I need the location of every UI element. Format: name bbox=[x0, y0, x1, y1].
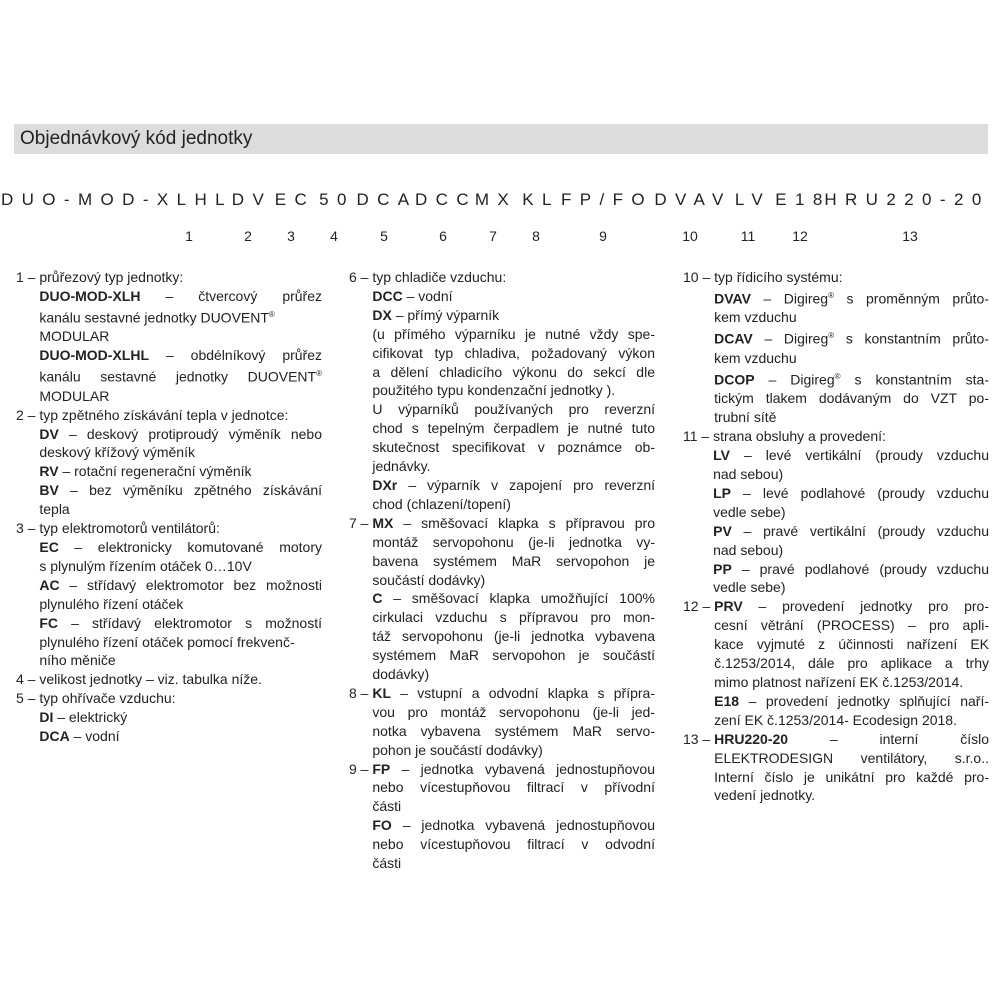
segment-number: 8 bbox=[532, 228, 540, 244]
segment-number: 13 bbox=[902, 228, 918, 244]
legend-item-1: 1 – průřezový typ jednotky: DUO-MOD-XLH – čtvercový průřez kanálu sestavné jednotky DUOVENT® MODULAR DUO-MOD-XLHL – obdélníkový průřez kanálu sestavné jednotky DUOVENT® MODULAR bbox=[16, 269, 322, 404]
code-segment: DCA bbox=[356, 190, 418, 209]
segment-number: 7 bbox=[489, 228, 497, 244]
code-segment: LV bbox=[734, 190, 772, 209]
segment-number: 2 bbox=[244, 228, 252, 244]
code-segment: DV bbox=[231, 190, 273, 209]
code-segment: HRU220-20 bbox=[824, 190, 990, 209]
legend-column-2 bbox=[349, 268, 655, 873]
section-header bbox=[14, 124, 988, 154]
code-segment: KL bbox=[522, 190, 560, 209]
segment-number: 4 bbox=[330, 228, 338, 244]
legend-item-2: 2 – typ zpětného získávání tepla v jednotce: DV – deskový protiproudý výměník nebo deskový křížový výměník RV – rotační regenerační výměník BV – bez výměníku zpětného získávání tepla bbox=[16, 406, 322, 518]
segment-number: 6 bbox=[439, 228, 447, 244]
legend-item-5: 5 – typ ohřívače vzduchu: DI – elektrický DCA – vodní bbox=[16, 690, 176, 745]
option: DV – deskový protiproudý výměník nebo deskový křížový výměník bbox=[39, 425, 322, 461]
legend-item-6: 6 – typ chladiče vzduchu: DCC – vodní DX – přímý výparník (u přímého výparníku je nutné vždy spe- cifikovat typ chladiva, požadovaný výkon a dělení chladicího výkonu do sekcí dle použitého typu kondenzační jednotky ). U výparníků používaných pro reverzní chod s tepelným čerpadlem je nutné tuto skutečnost specifikovat v poznámce ob- jednávky. DXr – výparník v zapojení pro reverzní chod (chlazení/topení) bbox=[349, 269, 655, 512]
code-segment: EC bbox=[274, 190, 316, 209]
option: BV – bez výměníku zpětného získávání tepla bbox=[39, 482, 322, 518]
legend-item-10: 10 – typ řídicího systému: DVAV – Digireg® s proměnným průto- kem vzduchu DCAV – Digireg® s konstantním průto- kem vzduchu DCOP – Digireg® s konstantním sta- tickým tlakem dodávaným do VZT po- trubní sítě bbox=[683, 269, 989, 426]
segment-number-row bbox=[0, 228, 1000, 248]
segment-number: 1 bbox=[185, 228, 193, 244]
legend-item-9: 9 – FP – jednotka vybavená jednostupňovou nebo vícestupňovou filtrací v přívodní části FO – jednotka vybavená jednostupňovou nebo vícestupňovou filtrací v odvodní části bbox=[349, 760, 655, 872]
segment-number: 5 bbox=[380, 228, 388, 244]
legend-item-13: 13 – HRU220-20 – interní číslo ELEKTRODESIGN ventilátory, s.r.o.. Interní číslo je unikátní pro každé pro- vedení jednotky. bbox=[683, 730, 989, 804]
code-segment: E18 bbox=[775, 190, 831, 209]
code-segment: 50 bbox=[319, 190, 355, 209]
legend-item-3: 3 – typ elektromotorů ventilátorů: EC – elektronicky komutované motory s plynulým řízením otáček 0…10V AC – střídavý elektromotor bez možnosti plynulého řízení otáček FC – střídavý elektromotor s možností plynulého řízení otáček pomocí frekvenč- ního měniče bbox=[16, 520, 322, 669]
legend-item-12: 12 – PRV – provedení jednotky pro pro- cesní větrání (PROCESS) – pro apli- kace vyjmuté z účinnosti nařízení EK č.1253/2014, dále pro aplikace a trhy mimo platnost nařízení EK č.1253/2014. E18 – provedení jednotky splňující naří- zení EK č.1253/2014- Ecodesign 2018. bbox=[683, 598, 989, 728]
legend-item-11: 11 – strana obsluhy a provedení: LV – levé vertikální (proudy vzduchu nad sebou) LP – levé podlahové (proudy vzduchu vedle sebe) PV – pravé vertikální (proudy vzduchu nad sebou) PP – pravé podlahové (proudy vzduchu vedle sebe) bbox=[683, 428, 989, 596]
code-segment: FP/FO bbox=[560, 190, 654, 209]
legend-item-4: 4 – velikost jednotky – viz. tabulka níže. bbox=[16, 671, 262, 688]
legend-item-8: 8 – KL – vstupní a odvodní klapka s přípra- vou pro montáž servopohonu (je-li jed- notka vybavena systémem MaR servo- pohon je součástí dodávky) bbox=[349, 684, 655, 758]
code-segment: DUO-MOD-XLHL bbox=[0, 190, 234, 209]
option: DUO-MOD-XLHL – obdélníkový průřez kanálu sestavné jednotky DUOVENT® MODULAR bbox=[39, 347, 322, 404]
option: FC – střídavý elektromotor s možností plynulého řízení otáček pomocí frekvenč- ního měniče bbox=[39, 614, 322, 669]
option: AC – střídavý elektromotor bez možnosti plynulého řízení otáček bbox=[39, 576, 322, 612]
code-segment: MX bbox=[474, 190, 518, 209]
segment-number: 12 bbox=[792, 228, 808, 244]
code-segment: DVAV bbox=[654, 190, 732, 209]
option: RV – rotační regenerační výměník bbox=[39, 463, 252, 480]
legend-column-3 bbox=[683, 268, 989, 805]
segment-number: 10 bbox=[682, 228, 698, 244]
option: EC – elektronicky komutované motory s plynulým řízením otáček 0…10V bbox=[39, 539, 322, 574]
segment-number: 11 bbox=[740, 228, 756, 244]
legend-item-7: 7 – MX – směšovací klapka s přípravou pro montáž servopohonu (je-li jednotka vy- bavena systémem MaR servopohon je součástí dodávky) C – směšovací klapka umožňující 100% cirkulaci vzduchu s přípravou pro mon- táž servopohonu (je-li jednotka vybavena systémem MaR servopohon je součástí dodávky) bbox=[349, 514, 655, 683]
section-title: Objednávkový kód jednotky bbox=[20, 128, 253, 149]
segment-number: 9 bbox=[599, 228, 607, 244]
option: DUO-MOD-XLH – čtvercový průřez kanálu sestavné jednotky DUOVENT® MODULAR bbox=[39, 287, 322, 345]
segment-number: 3 bbox=[287, 228, 295, 244]
item-label: průřezový typ jednotky: bbox=[39, 269, 184, 285]
legend-column-1 bbox=[16, 268, 322, 746]
order-code-row bbox=[0, 190, 1000, 216]
code-segment: DCC bbox=[414, 190, 478, 209]
